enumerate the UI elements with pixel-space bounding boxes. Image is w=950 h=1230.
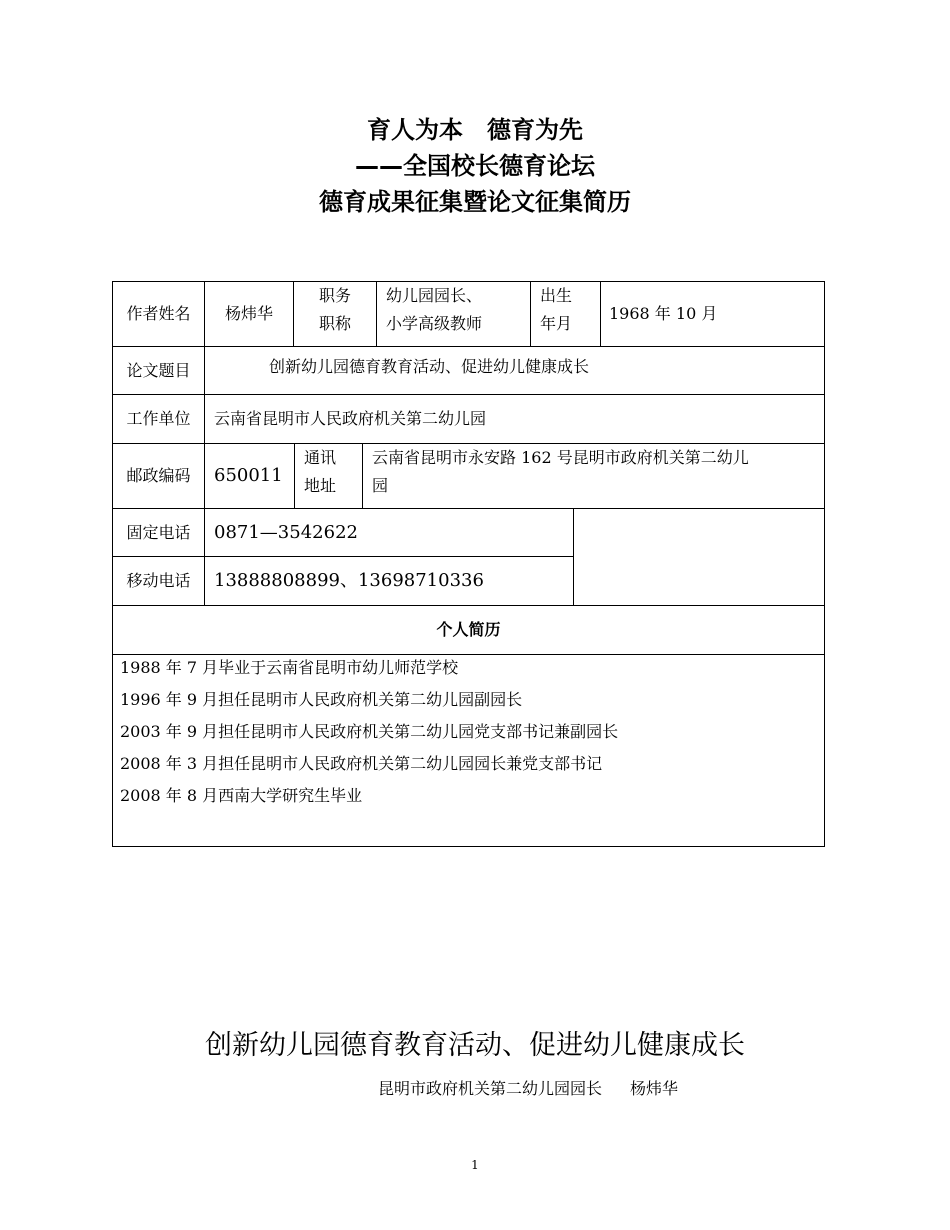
birth-label-line-2: 年月 bbox=[540, 314, 573, 333]
author-value: 杨炜华 bbox=[224, 304, 273, 323]
page-number: 1 bbox=[471, 1158, 479, 1172]
position-value-line-2: 小学高级教师 bbox=[386, 314, 483, 333]
address-label-line-1: 通讯 bbox=[304, 448, 337, 467]
header-title-line-1: 育人为本 德育为先 bbox=[367, 116, 583, 144]
postcode-value: 650011 bbox=[214, 465, 283, 486]
birth-label-line-1: 出生 bbox=[540, 286, 573, 305]
phone-label: 固定电话 bbox=[126, 522, 191, 542]
article-title: 创新幼儿园德育教育活动、促进幼儿健康成长 bbox=[205, 1030, 745, 1061]
address-value bbox=[372, 444, 822, 508]
address-value-line-1: 云南省昆明市永安路 162 号昆明市政府机关第二幼儿 bbox=[372, 448, 749, 467]
position-label-line-2: 职称 bbox=[318, 314, 351, 333]
bio-entry: 2008 年 8 月西南大学研究生毕业 bbox=[120, 786, 363, 805]
table-rule bbox=[376, 281, 377, 346]
postcode-label: 邮政编码 bbox=[126, 466, 191, 485]
bio-entry: 2008 年 3 月担任昆明市人民政府机关第二幼儿园园长兼党支部书记 bbox=[120, 754, 603, 773]
position-label-line-1: 职务 bbox=[318, 286, 351, 305]
table-rule bbox=[112, 346, 825, 347]
mobile-label: 移动电话 bbox=[126, 571, 191, 590]
birth-label bbox=[540, 282, 600, 346]
table-rule bbox=[530, 281, 531, 346]
bio-entry: 1996 年 9 月担任昆明市人民政府机关第二幼儿园副园长 bbox=[120, 690, 523, 709]
table-rule bbox=[824, 281, 825, 847]
paper-title-value: 创新幼儿园德育教育活动、促进幼儿健康成长 bbox=[269, 357, 590, 376]
position-value bbox=[386, 282, 530, 346]
article-byline bbox=[378, 1078, 678, 1100]
position-label bbox=[294, 282, 376, 346]
address-label-line-2: 地址 bbox=[304, 476, 337, 495]
birth-value: 1968 年 10 月 bbox=[609, 304, 718, 323]
byline-organization: 昆明市政府机关第二幼儿园园长 bbox=[378, 1079, 603, 1098]
bio-entry: 2003 年 9 月担任昆明市人民政府机关第二幼儿园党支部书记兼副园长 bbox=[120, 722, 619, 741]
header-title-line-3: 德育成果征集暨论文征集简历 bbox=[319, 188, 631, 216]
employer-label: 工作单位 bbox=[126, 409, 191, 428]
phone-value: 0871—3542622 bbox=[214, 521, 358, 543]
table-rule bbox=[112, 654, 825, 655]
mobile-value: 13888808899、13698710336 bbox=[214, 570, 484, 591]
author-label: 作者姓名 bbox=[126, 304, 191, 323]
table-rule bbox=[600, 281, 601, 346]
bio-entry: 1988 年 7 月毕业于云南省昆明市幼儿师范学校 bbox=[120, 658, 459, 677]
table-rule bbox=[294, 443, 295, 508]
paper-title-label: 论文题目 bbox=[126, 360, 191, 380]
bio-section-header: 个人简历 bbox=[436, 620, 501, 639]
byline-author: 杨炜华 bbox=[630, 1079, 679, 1098]
employer-value: 云南省昆明市人民政府机关第二幼儿园 bbox=[214, 409, 487, 428]
table-rule bbox=[362, 443, 363, 508]
position-value-line-1: 幼儿园园长、 bbox=[386, 286, 483, 305]
header-title-line-2: ——全国校长德育论坛 bbox=[355, 152, 595, 180]
address-value-line-2: 园 bbox=[372, 476, 389, 495]
address-label bbox=[304, 444, 362, 508]
table-rule bbox=[112, 846, 825, 847]
table-rule bbox=[573, 508, 574, 605]
document-header bbox=[0, 112, 950, 220]
